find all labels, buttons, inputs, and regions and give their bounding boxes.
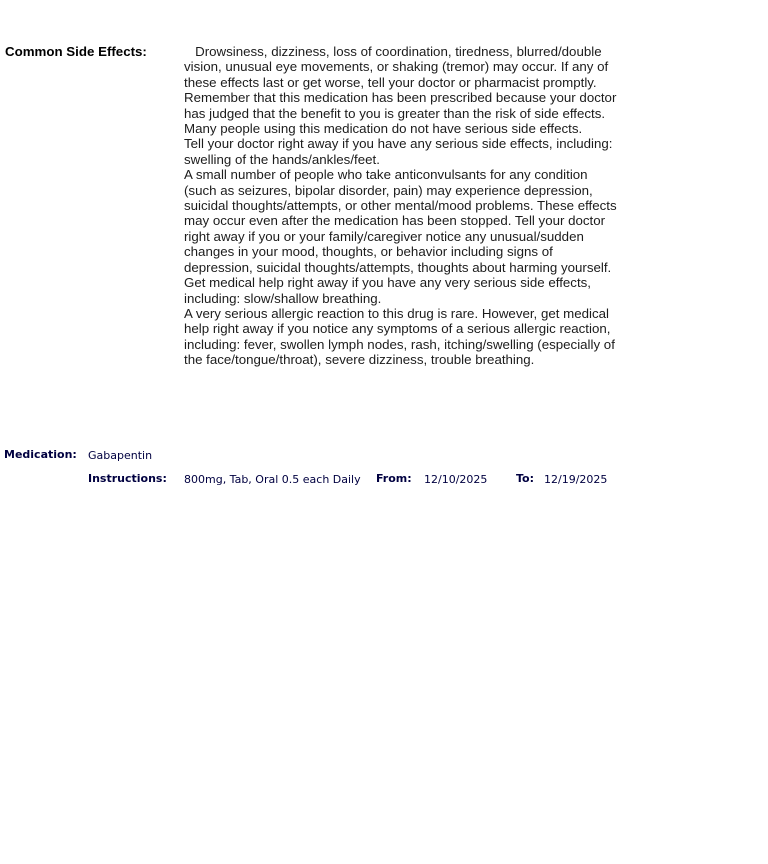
side-effects-paragraph: Drowsiness, dizziness, loss of coordination, tiredness, blurred/double vision, unusual eye movements, or shaking (tremor) may occur. If any of these effects last or get worse, tell your doctor or pharmacist promptly. (184, 44, 612, 90)
side-effects-paragraph: Tell your doctor right away if you have any serious side effects, including: swelling of the hands/ankles/feet. (184, 136, 617, 167)
from-date-value: 12/10/2025 (424, 473, 488, 486)
common-side-effects-label: Common Side Effects: (5, 44, 147, 59)
side-effects-text-block (184, 44, 622, 368)
side-effects-paragraph: A small number of people who take anticonvulsants for any condition (such as seizures, bipolar disorder, pain) may experience depression, suicidal thoughts/attempts, or other mental/mood problems. These effects may occur even after the medication has been stopped. Tell your doctor right away if you or your family/caregiver notice any unusual/sudden changes in your mood, thoughts, or behavior including signs of depression, suicidal thoughts/attempts, thoughts about harming yourself. (184, 167, 621, 275)
side-effects-paragraph: Remember that this medication has been prescribed because your doctor has judged that the benefit to you is greater than the risk of side effects. Many people using this medication do not have serious side effects. (184, 90, 621, 137)
instructions-value: 800mg, Tab, Oral 0.5 each Daily (184, 473, 361, 486)
medication-name-value: Gabapentin (88, 449, 153, 462)
side-effects-paragraph: Get medical help right away if you have any very serious side effects, including: slow/shallow breathing. (184, 275, 595, 306)
to-label: To: (516, 472, 534, 485)
side-effects-paragraph: A very serious allergic reaction to this drug is rare. However, get medical help right away if you notice any symptoms of a serious allergic reaction, including: fever, swollen lymph nodes, rash, itching/swelling (especially of the face/tongue/throat), severe dizziness, trouble breathing. (184, 305, 619, 368)
to-date-value: 12/19/2025 (544, 473, 608, 486)
instructions-label: Instructions: (88, 472, 167, 485)
from-label: From: (376, 472, 412, 485)
medication-label: Medication: (4, 448, 77, 461)
